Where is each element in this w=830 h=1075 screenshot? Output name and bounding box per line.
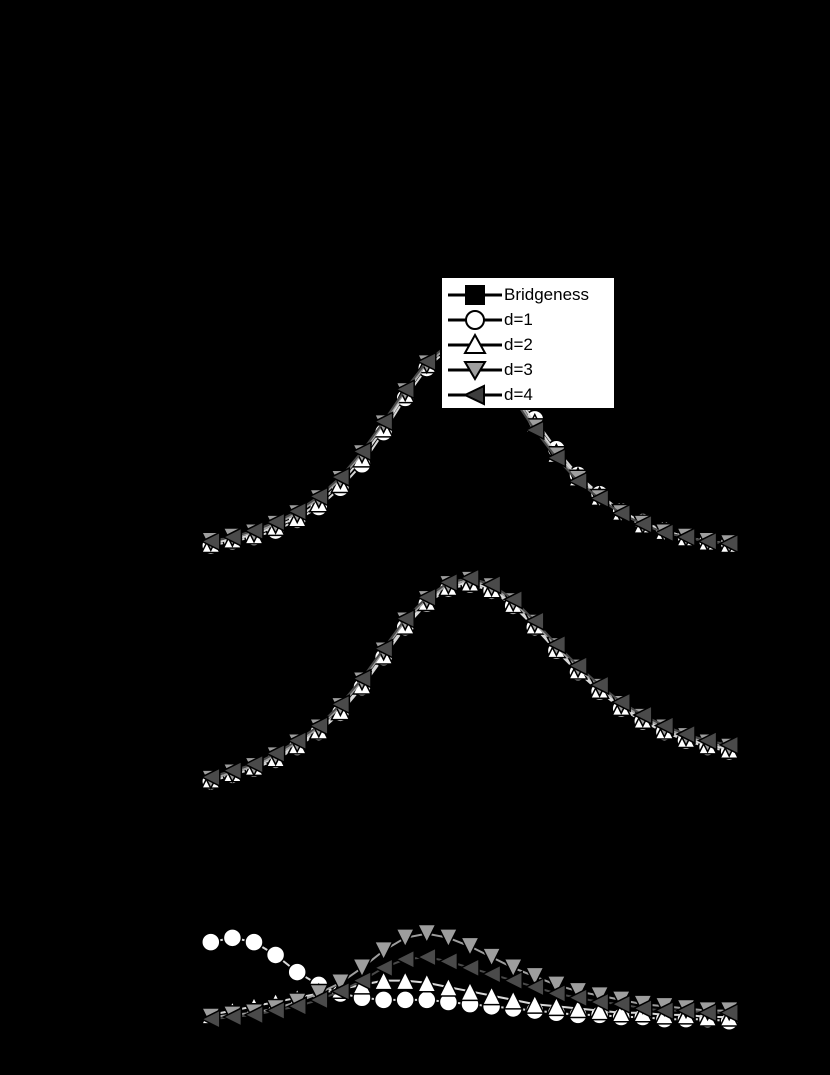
legend-label: d=2 — [504, 335, 533, 354]
legend-label: d=4 — [504, 385, 533, 404]
legend-item — [446, 357, 608, 382]
chart-legend — [440, 276, 616, 410]
triangle-down-icon — [446, 358, 504, 382]
panel-middle-plot — [0, 570, 830, 800]
legend-item — [446, 307, 608, 332]
triangle-up-icon — [446, 333, 504, 357]
legend-label: d=1 — [504, 310, 533, 329]
legend-label: Bridgeness — [504, 285, 590, 304]
panel-bottom-plot — [0, 810, 830, 1040]
square-icon — [446, 283, 504, 307]
circle-icon — [446, 308, 504, 332]
panel-top — [0, 330, 830, 560]
legend-item — [446, 332, 608, 357]
legend-label: d=3 — [504, 360, 533, 379]
legend-item — [446, 282, 608, 307]
legend-item — [446, 382, 608, 407]
panel-top-plot — [0, 330, 830, 560]
panel-bottom — [0, 810, 830, 1040]
panel-middle — [0, 570, 830, 800]
triangle-left-icon — [446, 383, 504, 407]
